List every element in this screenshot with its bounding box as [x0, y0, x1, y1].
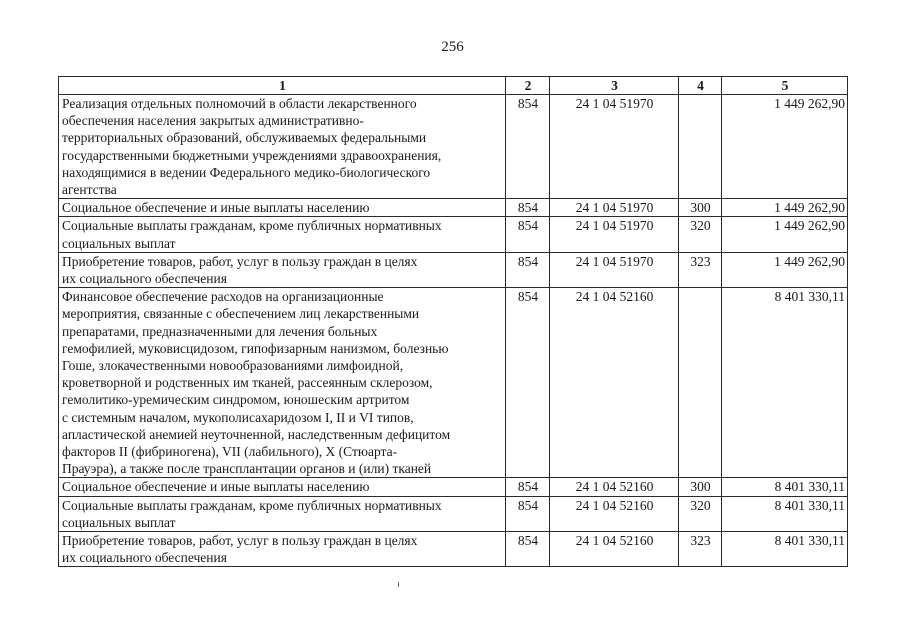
row-name-line: Реализация отдельных полномочий в области лекарственного: [62, 96, 417, 111]
row-name-line: обеспечения населения закрытых административно-: [62, 113, 364, 129]
table-row: [59, 478, 848, 496]
scan-speck: [398, 582, 399, 587]
row-kcsr-cell: 24 1 04 51970: [550, 95, 679, 199]
row-name-cell: [59, 496, 506, 531]
row-kcsr-cell: 24 1 04 51970: [550, 252, 679, 287]
row-name-line: апластической анемией неуточненной, наследственным дефицитом: [62, 426, 451, 442]
table-row: [59, 95, 848, 199]
row-sum-cell: 1 449 262,90: [722, 95, 848, 199]
row-code-cell: 854: [506, 95, 550, 199]
row-name-line: Приобретение товаров, работ, услуг в пользу граждан в целях: [62, 533, 418, 549]
column-header-code: 2: [506, 77, 550, 95]
row-vr-cell: 300: [679, 478, 722, 496]
row-name-line: их социального обеспечения: [62, 271, 227, 287]
row-code-cell: 854: [506, 199, 550, 217]
row-sum-cell: 8 401 330,11: [722, 288, 848, 478]
row-name-cell: [59, 532, 506, 567]
row-name-line: Приобретение товаров, работ, услуг в пользу граждан в целях: [62, 253, 418, 269]
row-vr-cell: 323: [679, 532, 722, 567]
row-name-line: препаратами, предназначенными для лечения больных: [62, 323, 378, 339]
row-code-cell: 854: [506, 288, 550, 478]
row-name-cell: [59, 288, 506, 478]
row-vr-cell: 323: [679, 252, 722, 287]
row-name-cell: [59, 252, 506, 287]
row-kcsr-cell: 24 1 04 52160: [550, 496, 679, 531]
row-sum-cell: 8 401 330,11: [722, 496, 848, 531]
row-code-cell: 854: [506, 252, 550, 287]
row-vr-cell: 320: [679, 496, 722, 531]
row-name-line: Гоше, злокачественными новообразованиями лимфоидной,: [62, 358, 404, 374]
row-name-line: факторов II (фибриногена), VII (лабильного), X (Стюарта-: [62, 444, 398, 460]
table-row: [59, 496, 848, 531]
column-header-vr: 4: [679, 77, 722, 95]
budget-table: [58, 76, 848, 567]
row-name-line: территориальных образований, обслуживаемых федеральными: [62, 130, 427, 146]
row-vr-cell: 300: [679, 199, 722, 217]
table-row: [59, 217, 848, 252]
row-name-line: социальных выплат: [62, 235, 176, 251]
row-name-line: социальных выплат: [62, 514, 176, 530]
row-code-cell: 854: [506, 496, 550, 531]
table-header-row: [59, 77, 848, 95]
row-name-line: гемолитико-уремическим синдромом, юношеским артритом: [62, 392, 410, 408]
row-code-cell: 854: [506, 478, 550, 496]
row-name-cell: [59, 95, 506, 199]
row-name-line: находящимися в ведении Федерального медико-биологического: [62, 164, 431, 180]
table-row: [59, 288, 848, 478]
table-row: [59, 252, 848, 287]
row-name-cell: [59, 199, 506, 217]
row-name-cell: [59, 217, 506, 252]
row-name-line: кроветворной и родственных им тканей, рассеянным склерозом,: [62, 375, 433, 391]
row-sum-cell: 8 401 330,11: [722, 478, 848, 496]
row-kcsr-cell: 24 1 04 52160: [550, 532, 679, 567]
row-name-line: Социальное обеспечение и иные выплаты населению: [62, 200, 370, 216]
row-code-cell: 854: [506, 217, 550, 252]
row-sum-cell: 1 449 262,90: [722, 199, 848, 217]
table-row: [59, 199, 848, 217]
row-name-line: мероприятия, связанные с обеспечением лиц лекарственными: [62, 306, 420, 322]
row-name-line: Социальные выплаты гражданам, кроме публичных нормативных: [62, 497, 442, 513]
row-kcsr-cell: 24 1 04 52160: [550, 288, 679, 478]
row-name-line: государственными бюджетными учреждениями здравоохранения,: [62, 147, 442, 163]
row-name-line: гемофилией, муковисцидозом, гипофизарным нанизмом, болезнью: [62, 340, 449, 356]
row-vr-cell: [679, 95, 722, 199]
column-header-kcsr: 3: [550, 77, 679, 95]
row-name-line: Социальные выплаты гражданам, кроме публичных нормативных: [62, 218, 442, 234]
row-name-cell: [59, 478, 506, 496]
row-sum-cell: 1 449 262,90: [722, 252, 848, 287]
row-code-cell: 854: [506, 532, 550, 567]
row-kcsr-cell: 24 1 04 52160: [550, 478, 679, 496]
row-kcsr-cell: 24 1 04 51970: [550, 199, 679, 217]
column-header-name: 1: [59, 77, 506, 95]
row-name-line: Прауэра), а также после трансплантации органов и (или) тканей: [62, 461, 432, 477]
row-kcsr-cell: 24 1 04 51970: [550, 217, 679, 252]
row-name-line: Финансовое обеспечение расходов на организационные: [62, 289, 384, 305]
row-vr-cell: 320: [679, 217, 722, 252]
table-body: [59, 95, 848, 567]
page-number: 256: [441, 39, 464, 55]
row-name-line: Социальное обеспечение и иные выплаты населению: [62, 479, 370, 495]
row-name-line: агентства: [62, 182, 117, 198]
row-name-line: с системным началом, мукополисахаридозом I, II и VI типов,: [62, 409, 414, 425]
column-header-sum: 5: [722, 77, 848, 95]
row-vr-cell: [679, 288, 722, 478]
row-sum-cell: 8 401 330,11: [722, 532, 848, 567]
table-row: [59, 532, 848, 567]
row-sum-cell: 1 449 262,90: [722, 217, 848, 252]
row-name-line: их социального обеспечения: [62, 550, 227, 566]
